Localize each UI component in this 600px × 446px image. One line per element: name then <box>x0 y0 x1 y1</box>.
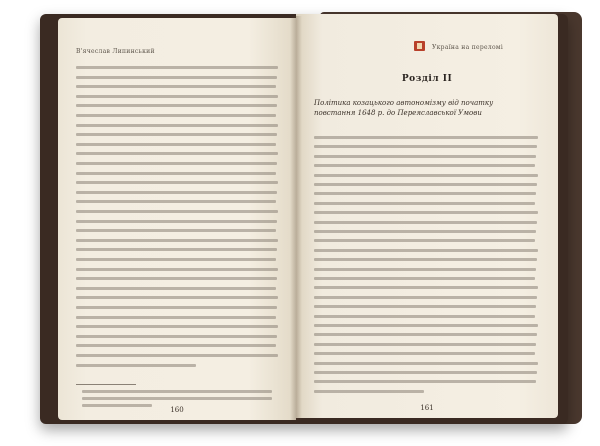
text-line-placeholder <box>314 145 537 148</box>
text-line-placeholder <box>314 230 536 233</box>
text-line-placeholder <box>314 277 535 280</box>
text-line-placeholder <box>76 229 276 232</box>
text-line-placeholder <box>314 296 537 299</box>
text-line-placeholder <box>76 277 277 280</box>
text-line-placeholder <box>82 390 272 393</box>
footnote-rule <box>76 384 136 385</box>
text-line-placeholder <box>314 315 535 318</box>
text-line-placeholder <box>76 354 278 357</box>
publisher-logo-icon <box>414 41 425 51</box>
text-line-placeholder <box>76 258 276 261</box>
text-line-placeholder <box>76 287 276 290</box>
text-line-placeholder <box>314 324 538 327</box>
text-line-placeholder <box>76 104 277 107</box>
right-running-head: Україна на переломі <box>432 44 504 51</box>
text-line-placeholder <box>76 152 278 155</box>
text-line-placeholder <box>76 200 276 203</box>
text-line-placeholder <box>314 333 537 336</box>
text-line-placeholder <box>76 85 276 88</box>
text-line-placeholder <box>76 133 277 136</box>
text-line-placeholder <box>314 174 538 177</box>
book-gutter <box>290 16 302 420</box>
text-line-placeholder <box>314 305 536 308</box>
right-page-number: 161 <box>420 404 434 412</box>
text-line-placeholder <box>314 286 538 289</box>
text-line-placeholder <box>314 202 535 205</box>
text-line-placeholder <box>76 143 276 146</box>
text-line-placeholder <box>314 136 538 139</box>
section-heading: Політика козацького автономізму від початку повстання 1648 р. до Переяславської Умови <box>314 99 494 117</box>
text-line-placeholder <box>76 95 278 98</box>
text-line-placeholder <box>76 316 276 319</box>
text-line-placeholder <box>76 76 277 79</box>
text-line-placeholder <box>76 268 278 271</box>
left-page-number: 160 <box>170 406 184 414</box>
text-line-placeholder <box>314 258 537 261</box>
chapter-title: Розділ II <box>401 74 453 84</box>
text-line-placeholder <box>314 192 536 195</box>
text-line-placeholder <box>314 362 538 365</box>
left-page <box>58 18 296 420</box>
text-line-placeholder <box>314 211 538 214</box>
left-running-head: В'ячеслав Липинський <box>76 48 155 55</box>
text-line-placeholder <box>82 397 272 400</box>
text-line-placeholder <box>76 364 196 367</box>
text-line-placeholder <box>314 268 536 271</box>
text-line-placeholder <box>76 114 276 117</box>
text-line-placeholder <box>76 344 276 347</box>
text-line-placeholder <box>76 306 277 309</box>
text-line-placeholder <box>76 335 277 338</box>
text-line-placeholder <box>314 183 537 186</box>
text-line-placeholder <box>314 249 538 252</box>
text-line-placeholder <box>314 390 424 393</box>
text-line-placeholder <box>76 325 278 328</box>
text-line-placeholder <box>76 162 277 165</box>
text-line-placeholder <box>76 66 278 69</box>
right-page <box>296 14 558 418</box>
text-line-placeholder <box>76 296 278 299</box>
text-line-placeholder <box>314 371 537 374</box>
text-line-placeholder <box>314 221 537 224</box>
text-line-placeholder <box>76 172 276 175</box>
text-line-placeholder <box>314 164 535 167</box>
text-line-placeholder <box>314 239 535 242</box>
text-line-placeholder <box>76 248 277 251</box>
text-line-placeholder <box>76 124 278 127</box>
text-line-placeholder <box>76 181 278 184</box>
text-line-placeholder <box>76 191 277 194</box>
text-line-placeholder <box>314 155 536 158</box>
text-line-placeholder <box>314 380 536 383</box>
text-line-placeholder <box>76 210 278 213</box>
text-line-placeholder <box>76 239 278 242</box>
text-line-placeholder <box>314 343 536 346</box>
text-line-placeholder <box>314 352 535 355</box>
text-line-placeholder <box>76 220 277 223</box>
